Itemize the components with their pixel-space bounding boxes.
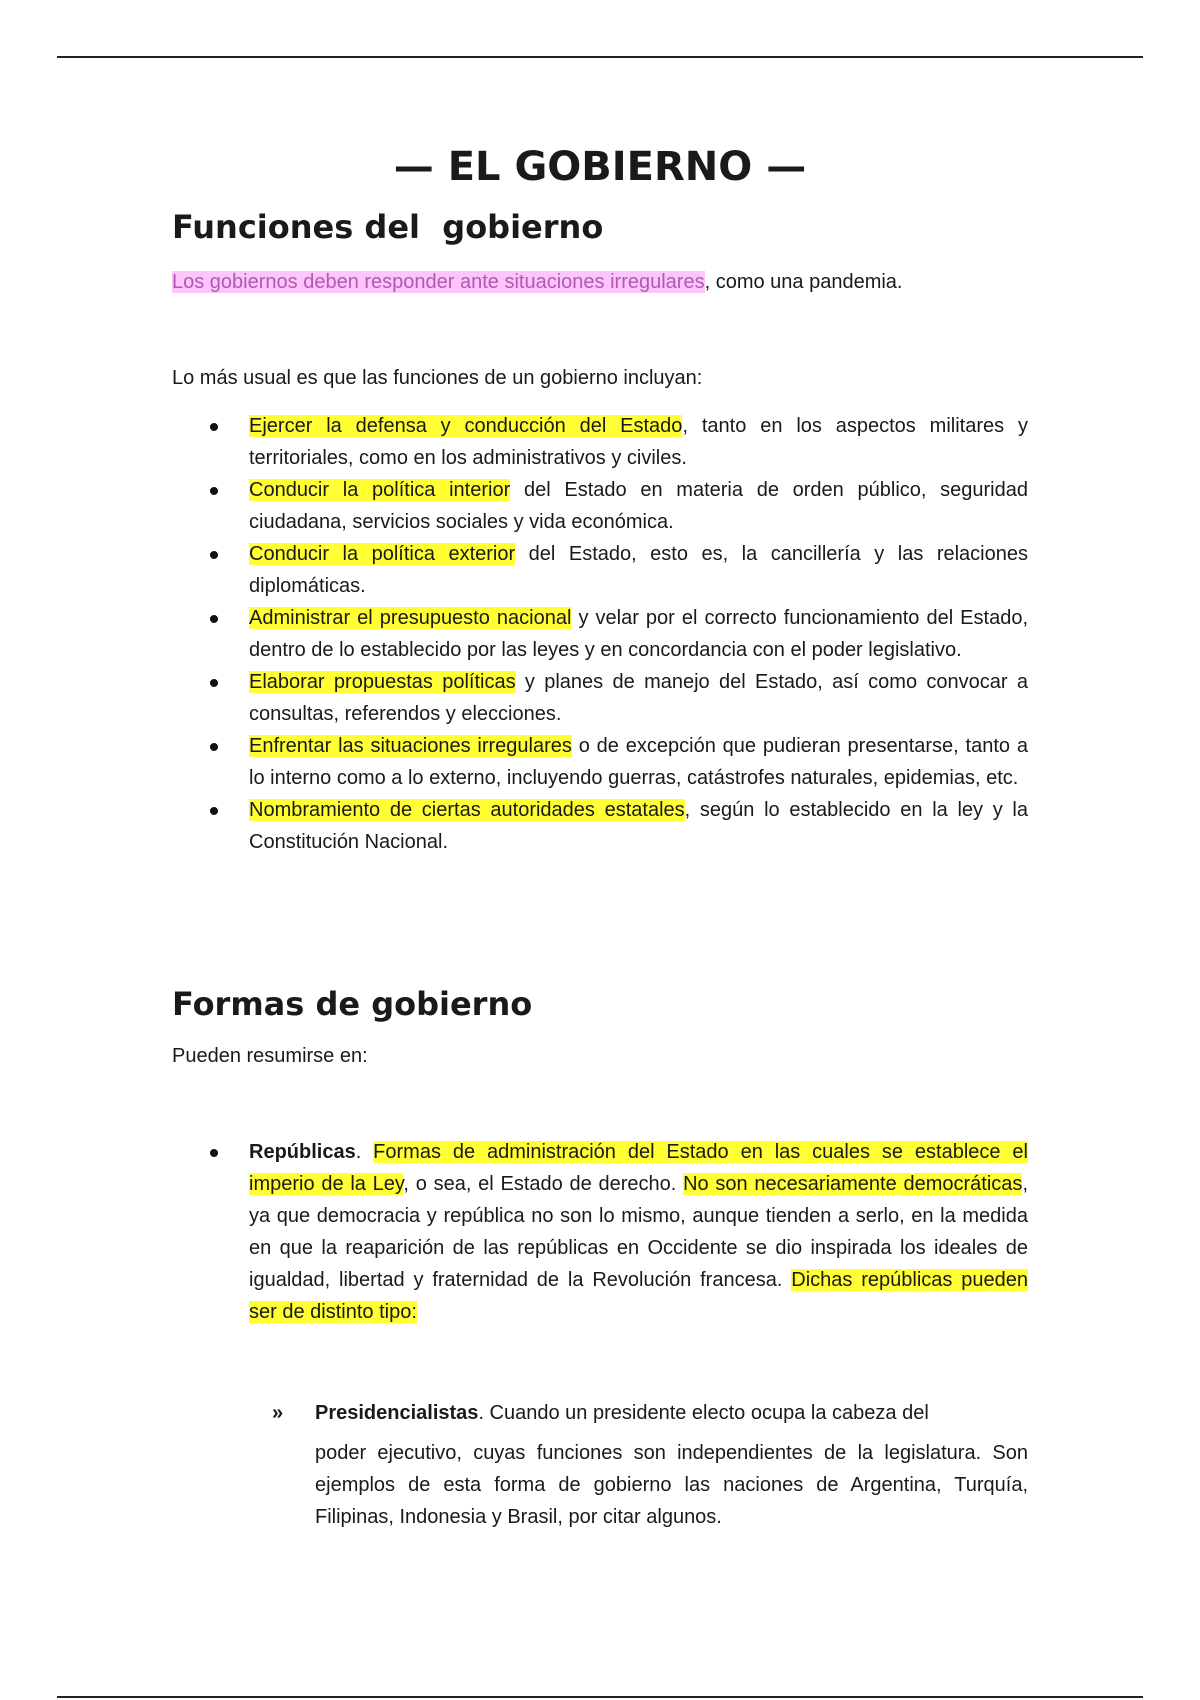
list-item — [172, 666, 1028, 730]
bullet-icon — [210, 807, 218, 815]
bullet-icon — [210, 743, 218, 751]
term-republicas: Repúblicas — [249, 1141, 356, 1163]
intro-paragraph — [172, 266, 902, 298]
list-item — [172, 538, 1028, 602]
item-highlight: Enfrentar las situaciones irregulares — [249, 735, 572, 757]
item-highlight: Conducir la política interior — [249, 479, 511, 501]
term-separator: . — [355, 1141, 374, 1163]
item-highlight: Ejercer la defensa y conducción del Estado — [249, 415, 683, 437]
bullet-icon — [210, 679, 218, 687]
bullet-icon — [210, 615, 218, 623]
item-text: , tanto en los aspectos militares y territoriales, como en los administrativos y civiles. — [249, 415, 1028, 469]
forms-list — [172, 1136, 1028, 1328]
item-text: del Estado, esto es, la cancillería y las relaciones diplomáticas. — [249, 543, 1028, 597]
list-item — [172, 474, 1028, 538]
intro-rest: , como una pandemia. — [704, 271, 903, 293]
item-text: y velar por el correcto funcionamiento del Estado, dentro de lo establecido por las leyes y en concordancia con el poder legislativo. — [249, 607, 1028, 661]
item-highlight: Administrar el presupuesto nacional — [249, 607, 572, 629]
functions-lead: Lo más usual es que las funciones de un gobierno incluyan: — [172, 367, 703, 389]
republicas-highlight-2: No son necesariamente democráticas — [683, 1173, 1023, 1195]
document-title: — EL GOBIERNO — — [393, 144, 807, 190]
item-text: del Estado en materia de orden público, seguridad ciudadana, servicios sociales y vida económica. — [249, 479, 1028, 533]
term-presidencialistas: Presidencialistas — [315, 1402, 479, 1424]
republicas-text-2: , ya que democracia y república no son lo mismo, aunque tienden a serlo, en la medida en que la reaparición de las repúblicas en Occidente se dio inspirada los ideales de igualdad, libertad y fraternidad de la Revolución francesa. — [249, 1173, 1028, 1291]
item-text: o de excepción que pudieran presentarse, tanto a lo interno como a lo externo, incluyendo guerras, catástrofes naturales, epidemias, etc. — [249, 735, 1028, 789]
presidencialistas-rest: poder ejecutivo, cuyas funciones son independientes de la legislatura. Son ejemplos de esta forma de gobierno las naciones de Argentina, Turquía, Filipinas, Indonesia y Brasil, por citar algunos. — [315, 1442, 1028, 1528]
republicas-highlight-1: Formas de administración del Estado en las cuales se establece el imperio de la Ley — [249, 1141, 1028, 1195]
list-item — [172, 794, 1028, 858]
intro-highlight: Los gobiernos deben responder ante situaciones irregulares — [172, 271, 705, 293]
item-highlight: Elaborar propuestas políticas — [249, 671, 516, 693]
heading-funciones: Funciones del gobierno — [172, 208, 604, 246]
bullet-icon — [210, 423, 218, 431]
item-text: y planes de manejo del Estado, así como convocar a consultas, referendos y elecciones. — [249, 671, 1028, 725]
bullet-icon — [210, 551, 218, 559]
list-item — [172, 730, 1028, 794]
republicas-text-1: , o sea, el Estado de derecho. — [403, 1173, 684, 1195]
presidencialistas-first: . Cuando un presidente electo ocupa la cabeza del — [478, 1402, 929, 1424]
header-rule — [57, 56, 1143, 58]
presidencialistas-first-line — [315, 1397, 1028, 1429]
bullet-icon — [210, 487, 218, 495]
item-text: , según lo establecido en la ley y la Constitución Nacional. — [249, 799, 1028, 853]
item-highlight: Conducir la política exterior — [249, 543, 516, 565]
footer-rule — [57, 1696, 1143, 1698]
list-item — [172, 602, 1028, 666]
heading-formas: Formas de gobierno — [172, 985, 533, 1023]
formas-lead: Pueden resumirse en: — [172, 1045, 368, 1067]
list-item-republicas — [172, 1136, 1028, 1328]
arrow-marker-icon: » — [272, 1402, 284, 1424]
bullet-icon — [210, 1149, 218, 1157]
sub-item-presidencialistas — [172, 1397, 1028, 1533]
republicas-highlight-3: Dichas repúblicas pueden ser de distinto tipo: — [249, 1269, 1028, 1323]
item-highlight: Nombramiento de ciertas autoridades estatales — [249, 799, 685, 821]
list-item — [172, 410, 1028, 474]
functions-list — [172, 410, 1028, 858]
